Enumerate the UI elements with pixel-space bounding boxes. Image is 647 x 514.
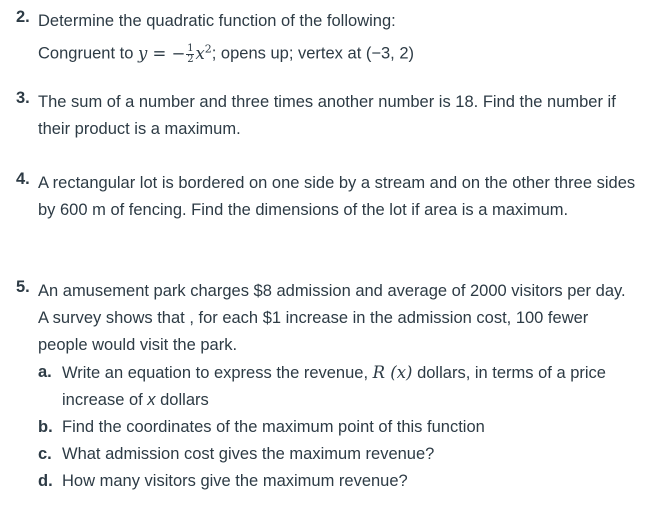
- sub-question-letter: c.: [38, 445, 52, 463]
- problem-3: [16, 89, 636, 143]
- problem-2: [16, 8, 636, 68]
- equation-lhs: y: [137, 43, 148, 63]
- equation-variable: x: [195, 43, 205, 63]
- revenue-function: R (x): [372, 363, 413, 382]
- sub-question-letter: a.: [38, 363, 52, 381]
- problem-2-row: [16, 8, 636, 68]
- problem-number: 2.: [16, 8, 30, 26]
- fraction: [186, 44, 194, 65]
- sub-question-c: [38, 441, 636, 468]
- sub-question-a-text: [62, 359, 636, 414]
- sub-question-letter: b.: [38, 418, 53, 436]
- equation-equals: = −: [147, 43, 186, 63]
- sub-question-a-end: dollars: [155, 391, 209, 409]
- sub-question-c-text: What admission cost gives the maximum revenue?: [62, 445, 435, 463]
- problem-2-line-2: [38, 35, 414, 68]
- sub-question-letter: d.: [38, 472, 53, 490]
- problem-number: 4.: [16, 170, 30, 188]
- problem-5-body: [38, 278, 636, 495]
- fraction-numerator: 1: [187, 42, 194, 54]
- equation: [138, 44, 212, 63]
- variable-x: x: [147, 391, 156, 409]
- problem-5-text: An amusement park charges $8 admission and average of 2000 visitors per day. A survey shows that , for each $1 increase in the admission cost, 100 fewer people would visit the park.: [38, 282, 626, 354]
- problem-number: 5.: [16, 278, 30, 296]
- problem-5: [16, 278, 636, 495]
- sub-question-a-post: dollars, in terms of a price increase of: [62, 364, 606, 409]
- sub-question-b-text: Find the coordinates of the maximum point of this function: [62, 418, 485, 436]
- problem-2-line-2-post: ; opens up; vertex at (−3, 2): [211, 44, 415, 63]
- problem-3-row: [16, 89, 636, 143]
- problem-3-text: The sum of a number and three times another number is 18. Find the number if their product is a maximum.: [38, 93, 616, 138]
- sub-question-d-text: How many visitors give the maximum revenue?: [62, 472, 408, 490]
- problem-4: [16, 170, 636, 224]
- sub-question-a-pre: Write an equation to express the revenue,: [62, 364, 373, 382]
- problem-2-line-1: Determine the quadratic function of the following:: [38, 12, 396, 30]
- sub-question-d: [38, 468, 636, 495]
- problem-number: 3.: [16, 89, 30, 107]
- sub-question-b: [38, 414, 636, 441]
- sub-question-a: [38, 359, 636, 414]
- problem-2-text: [38, 8, 414, 68]
- fraction-denominator: 2: [187, 53, 194, 65]
- equation-exponent: 2: [204, 42, 212, 55]
- problem-2-line-2-pre: Congruent to: [38, 44, 138, 63]
- problem-5-row: [16, 278, 636, 495]
- problem-4-row: [16, 170, 636, 224]
- problem-4-text: A rectangular lot is bordered on one side by a stream and on the other three sides by 600 m of fencing. Find the dimensions of the lot if area is a maximum.: [38, 174, 636, 219]
